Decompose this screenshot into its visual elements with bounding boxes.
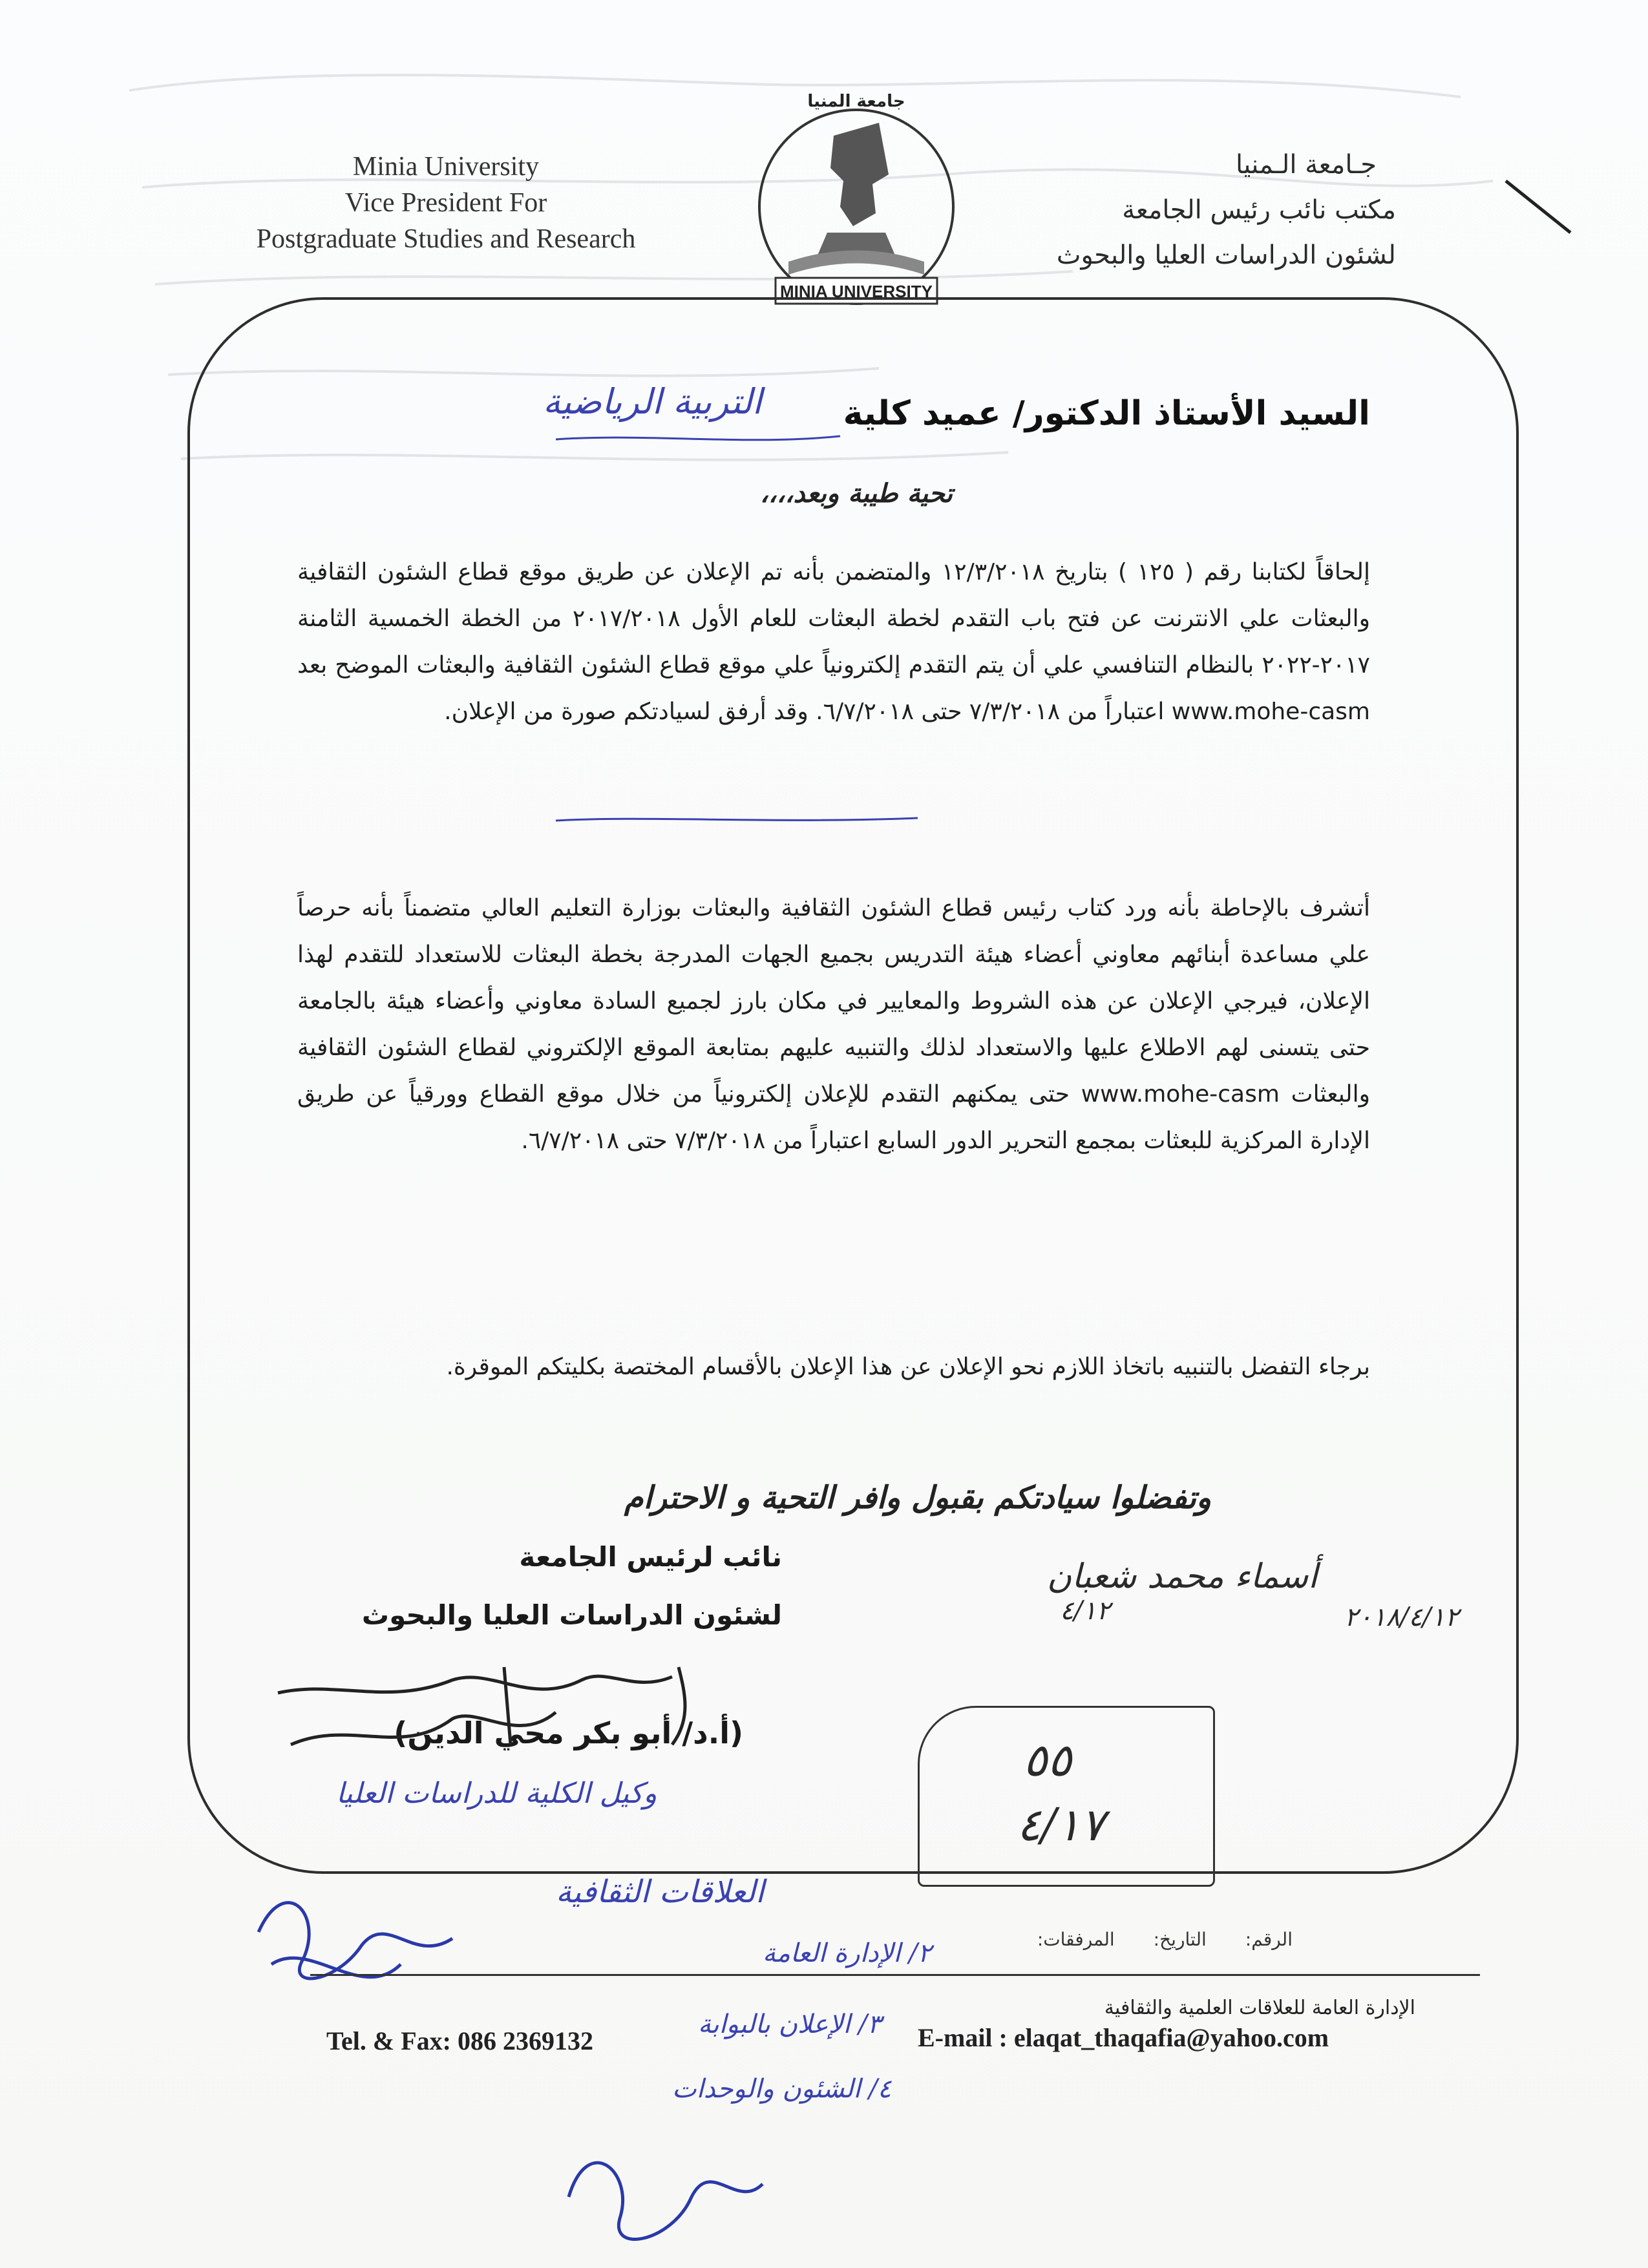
paragraph-3: برجاء التفضل بالتنبيه باتخاذ اللازم نحو الإعلان عن هذا الإعلان بالأقسام المختصة بكليتكم الموقرة.	[446, 1354, 1370, 1380]
closing: وتفضلوا سيادتكم بقبول وافر التحية و الاحترام	[624, 1480, 1212, 1516]
signatory-name: (أ.د/ أبو بكر محي الدين)	[394, 1716, 743, 1750]
blue-note-4: ٣/ الإعلان بالبوابة	[698, 2010, 882, 2039]
paragraph-1: إلحاقاً لكتابنا رقم ( ١٢٥ ) بتاريخ ١٢/٣/٢٠١٨ والمتضمن بأنه تم الإعلان عن طريق موقع قطاع الشئون الثقافية والبعثات علي الانترنت عن فتح باب التقدم لخطة البعثات للعام الأول ٢٠١٧/٢٠١٨ من الخطة الخمسية الثامنة ٢٠١٧-٢٠٢٢ بالنظام التنافسي علي أن يتم التقدم إلكترونياً علي موقع قطاع الشئون الثقافية والبعثات الموضح بعد www.mohe-casm اعتباراً من ٧/٣/٢٠١٨ حتى ٦/٧/٢٠١٨. وقد أرفق لسيادتكم صورة من الإعلان.	[297, 559, 1371, 725]
header-english	[213, 149, 679, 257]
header-ar-line-1: جـامعة الـمنيا	[1236, 150, 1377, 180]
footer-attachments-label: المرفقات:	[1037, 1929, 1115, 1950]
handwritten-sub-date: ٤/١٢	[1060, 1596, 1110, 1626]
footer-date-label: التاريخ:	[1153, 1929, 1207, 1950]
addressee-handwritten: التربية الرياضية	[543, 381, 762, 422]
handwritten-receive-date: ٢٠١٨/٤/١٢	[1344, 1602, 1459, 1632]
footer-tel-fax: Tel. & Fax: 086 2369132	[326, 2026, 593, 2055]
blue-note-5: ٤/ الشئون والوحدات	[672, 2074, 892, 2104]
incoming-stamp-box	[918, 1706, 1215, 1887]
logo-banner-text: MINIA UNIVERSITY	[780, 282, 933, 301]
greeting: تحية طيبة وبعد،،،،	[759, 478, 953, 509]
addressee-printed: السيد الأستاذ الدكتور/ عميد كلية	[843, 394, 1370, 433]
footer-ref-label: الرقم:	[1245, 1929, 1293, 1950]
nefertiti-bust-logo-icon	[750, 78, 963, 317]
blue-note-3: ٢/ الإدارة العامة	[763, 1938, 932, 1968]
paragraph-2: أتشرف بالإحاطة بأنه ورد كتاب رئيس قطاع الشئون الثقافية والبعثات بوزارة التعليم العالي متضمناً بأنه حرصاً علي مساعدة أبنائهم معاوني أعضاء هيئة التدريس بجميع الجهات المدرجة بخطة البعثات للاستعداد للتقدم لهذا الإعلان، فيرجي الإعلان عن هذه الشروط والمعايير في مكان بارز لجميع السادة معاوني وأعضاء هيئة بالجامعة حتى يتسنى لهم الاطلاع عليها والاستعداد لذلك والتنبيه عليهم بمتابعة الموقع الإلكتروني لقطاع الشئون الثقافية والبعثات www.mohe-casm حتى يمكنهم التقدم للإعلان إلكترونياً من خلال موقع القطاع وورقياً عن طريق الإدارة المركزية للبعثات بمجمع التحرير الدور السابع اعتباراً من ٧/٣/٢٠١٨ حتى ٦/٧/٢٠١٨.	[297, 895, 1370, 1154]
header-ar-line-2: مكتب نائب رئيس الجامعة	[1122, 195, 1396, 225]
blue-note-1: وكيل الكلية للدراسات العليا	[336, 1777, 657, 1810]
incoming-number: ٥٥	[1023, 1734, 1072, 1787]
addressee	[843, 394, 1370, 433]
footer-fields	[388, 1929, 1293, 1950]
university-logo	[750, 78, 963, 317]
header-en-line-1: Minia University	[352, 152, 540, 182]
footer-divider	[310, 1974, 1480, 1976]
footer-department: الإدارة العامة للعلاقات العلمية والثقافية	[1104, 1997, 1415, 2019]
handwritten-receiver: أسماء محمد شعبان	[1047, 1557, 1318, 1596]
signature-title-2: لشئون الدراسات العليا والبحوث	[361, 1599, 782, 1631]
header-en-line-3: Postgraduate Studies and Research	[256, 224, 636, 254]
header-ar-line-3: لشئون الدراسات العليا والبحوث	[1056, 240, 1396, 270]
incoming-date: ٤/١٧	[1017, 1798, 1105, 1851]
footer-email: E-mail : elaqat_thaqafia@yahoo.com	[918, 2023, 1329, 2052]
signature-title-1: نائب لرئيس الجامعة	[519, 1541, 782, 1573]
blue-note-2: العلاقات الثقافية	[556, 1874, 765, 1910]
header-en-line-2: Vice President For	[344, 188, 547, 218]
logo-top-text: جامعة المنيا	[807, 92, 905, 111]
